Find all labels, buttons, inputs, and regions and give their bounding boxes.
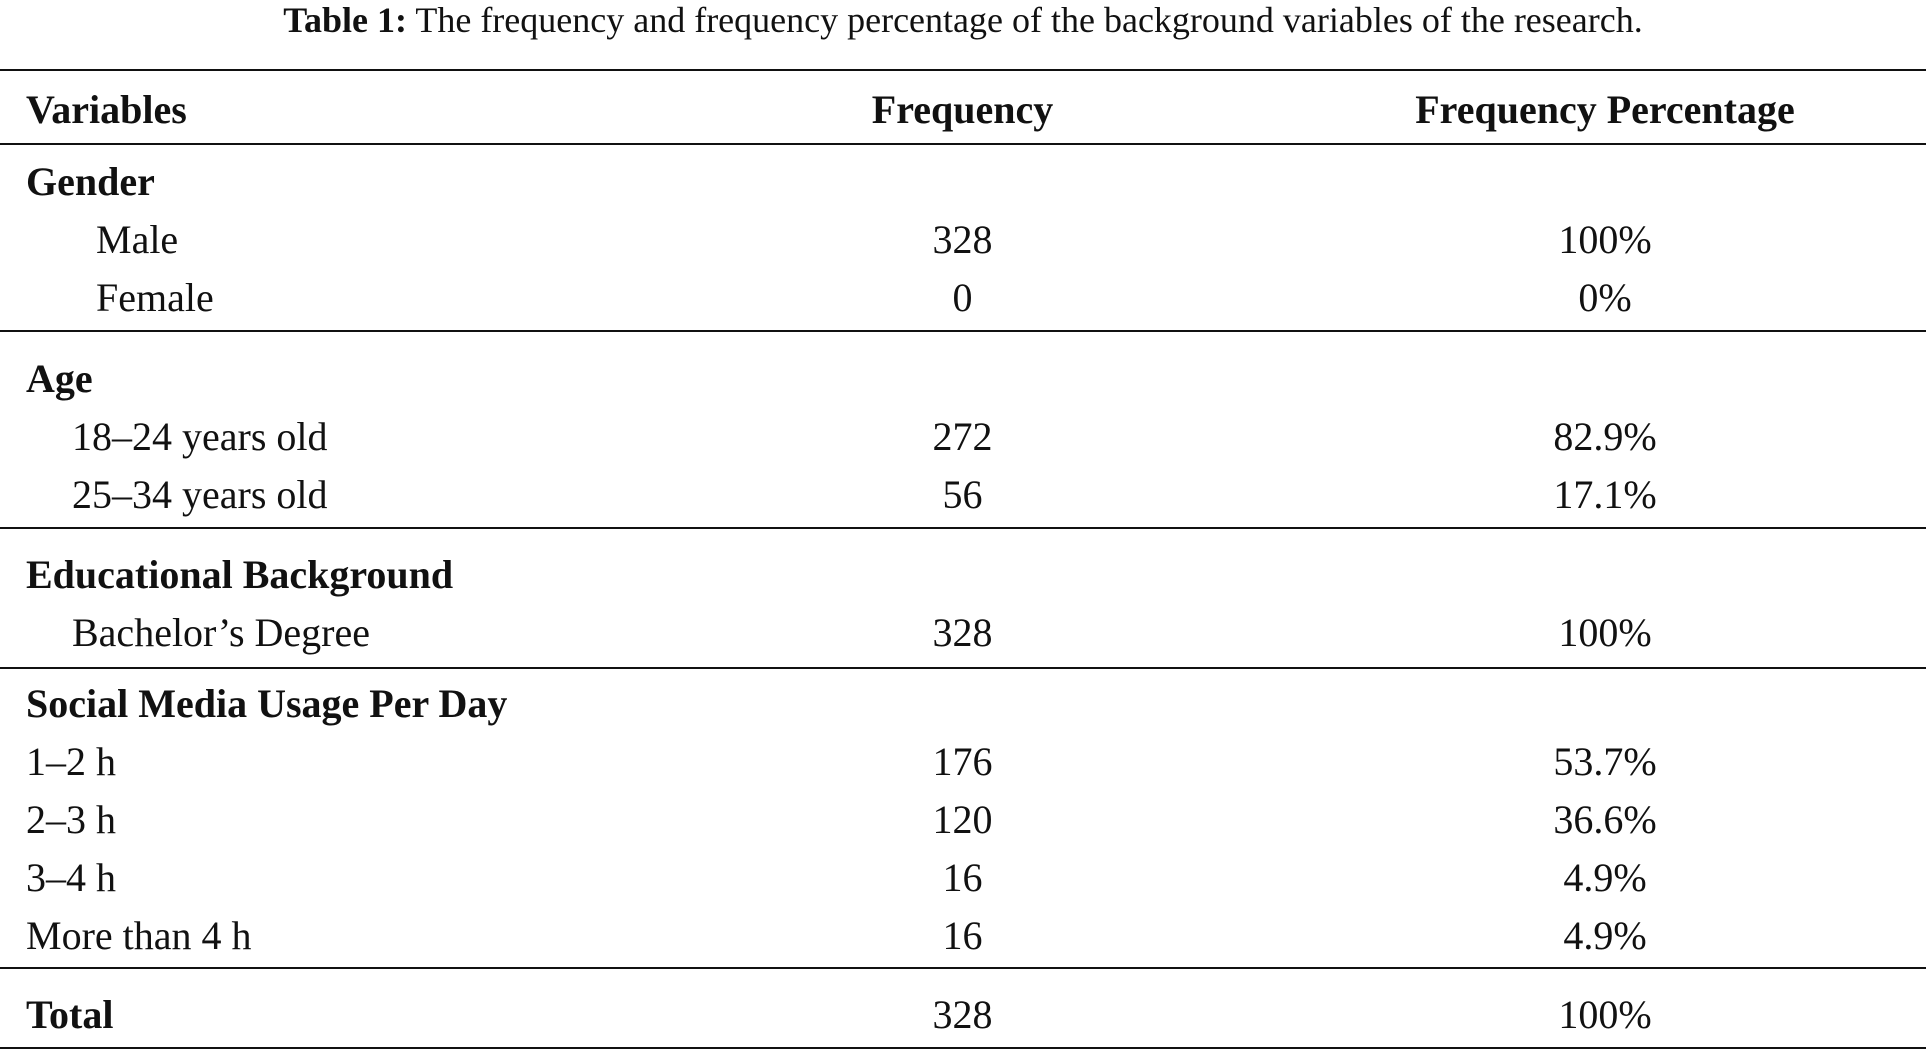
section-title-gender: Gender <box>26 159 155 204</box>
row-frequency: 328 <box>932 217 993 262</box>
row-label: 25–34 years old <box>72 472 328 517</box>
bottom-rule <box>0 1047 1926 1049</box>
row-frequency: 272 <box>932 414 993 459</box>
row-percentage: 0% <box>1578 275 1632 320</box>
row-frequency: 16 <box>942 855 983 900</box>
caption-text: The frequency and frequency percentage of the background variables of the research. <box>415 0 1643 40</box>
row-percentage: 36.6% <box>1553 797 1657 842</box>
total-rule <box>0 967 1926 969</box>
row-label: 3–4 h <box>26 855 116 900</box>
row-percentage: 17.1% <box>1553 472 1657 517</box>
total-label: Total <box>26 992 114 1037</box>
top-rule <box>0 69 1926 71</box>
row-percentage: 100% <box>1558 610 1652 655</box>
header-frequency-percentage: Frequency Percentage <box>1415 87 1795 132</box>
row-label: Female <box>96 275 214 320</box>
row-frequency: 120 <box>932 797 993 842</box>
row-label: Male <box>96 217 179 262</box>
row-frequency: 328 <box>932 610 993 655</box>
total-percentage: 100% <box>1558 992 1652 1037</box>
row-label: More than 4 h <box>26 913 252 958</box>
table-caption <box>0 0 1926 40</box>
row-percentage: 4.9% <box>1563 913 1647 958</box>
row-percentage: 82.9% <box>1553 414 1657 459</box>
section-rule <box>0 667 1926 669</box>
row-frequency: 16 <box>942 913 983 958</box>
section-title-social-media: Social Media Usage Per Day <box>26 681 508 726</box>
row-label: 18–24 years old <box>72 414 328 459</box>
section-rule <box>0 330 1926 332</box>
caption-label: Table 1: <box>283 0 407 40</box>
row-label: 2–3 h <box>26 797 116 842</box>
row-percentage: 53.7% <box>1553 739 1657 784</box>
section-rule <box>0 527 1926 529</box>
row-frequency: 56 <box>942 472 983 517</box>
row-percentage: 4.9% <box>1563 855 1647 900</box>
row-frequency: 176 <box>932 739 993 784</box>
section-title-age: Age <box>26 356 93 401</box>
row-label: 1–2 h <box>26 739 116 784</box>
row-frequency: 0 <box>952 275 973 320</box>
total-frequency: 328 <box>932 992 993 1037</box>
header-rule <box>0 143 1926 145</box>
row-percentage: 100% <box>1558 217 1652 262</box>
header-variables: Variables <box>26 87 187 132</box>
header-frequency: Frequency <box>871 87 1054 132</box>
row-label: Bachelor’s Degree <box>72 610 371 655</box>
section-title-education: Educational Background <box>26 552 454 597</box>
